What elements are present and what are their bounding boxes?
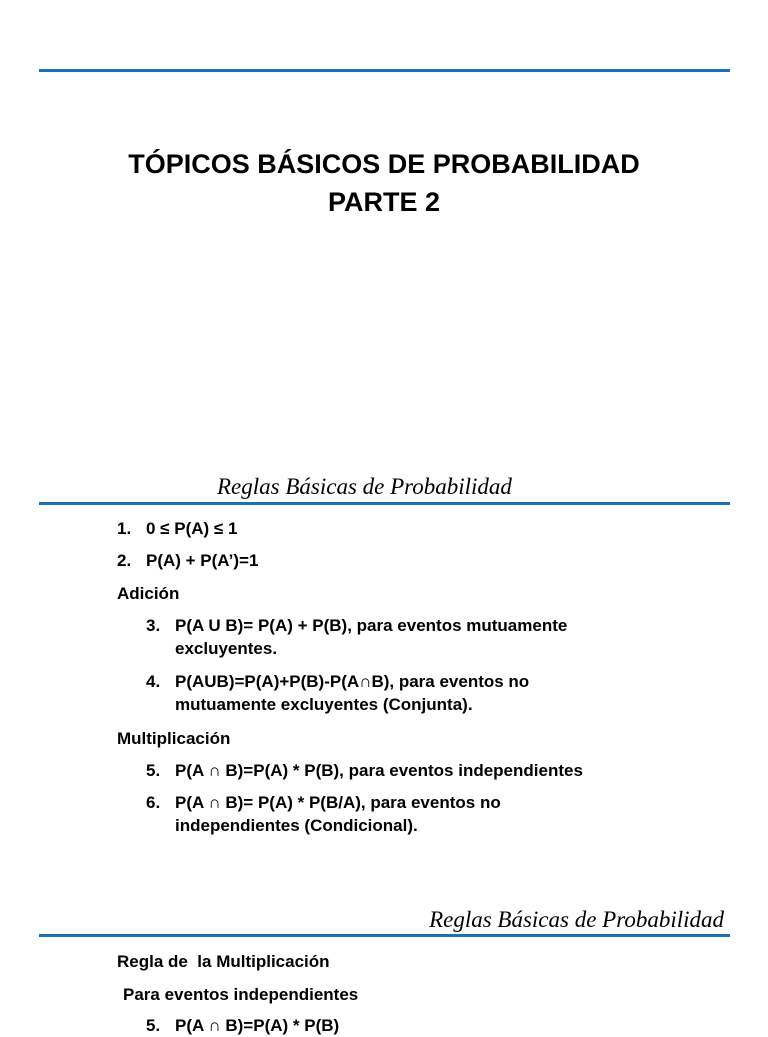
slide3-heading: Reglas Básicas de Probabilidad [429,907,724,932]
slide3-divider [39,934,730,937]
rule-1-text: 0 ≤ P(A) ≤ 1 [146,519,238,538]
slide2-heading: Reglas Básicas de Probabilidad [217,474,512,499]
rule-5-number: 5. [146,761,161,780]
rule-1-number: 1. [117,519,132,538]
section-addition: Adición [117,584,180,603]
slide-title-line1: TÓPICOS BÁSICOS DE PROBABILIDAD [128,149,640,179]
rule-2-text: P(A) + P(A’)=1 [146,551,259,570]
rule-3-line2: excluyentes. [175,639,278,658]
rule-5b-text: P(A ∩ B)=P(A) * P(B) [175,1016,340,1035]
rule-5b-number: 5. [146,1016,161,1035]
slide2-divider [39,502,730,505]
rule-title: Regla de la Multiplicación [117,952,330,971]
rule-4-line1: P(AUB)=P(A)+P(B)-P(A∩B), para eventos no [175,672,530,691]
top-divider [39,69,730,72]
rule-6-number: 6. [146,793,161,812]
rule-3-line1: P(A U B)= P(A) + P(B), para eventos mutuamente [175,616,568,635]
rule-3-number: 3. [146,616,161,635]
rule-4-line2: mutuamente excluyentes (Conjunta). [175,695,473,714]
rule-6-line1: P(A ∩ B)= P(A) * P(B/A), para eventos no [175,793,501,812]
rule-subtitle: Para eventos independientes [123,985,359,1004]
rule-6-line2: independientes (Condicional). [175,816,418,835]
rule-5-text: P(A ∩ B)=P(A) * P(B), para eventos independientes [175,761,583,780]
rule-4-number: 4. [146,672,161,691]
rule-2-number: 2. [117,551,132,570]
section-multiplication: Multiplicación [117,729,231,748]
slide-title-line2: PARTE 2 [327,187,441,217]
